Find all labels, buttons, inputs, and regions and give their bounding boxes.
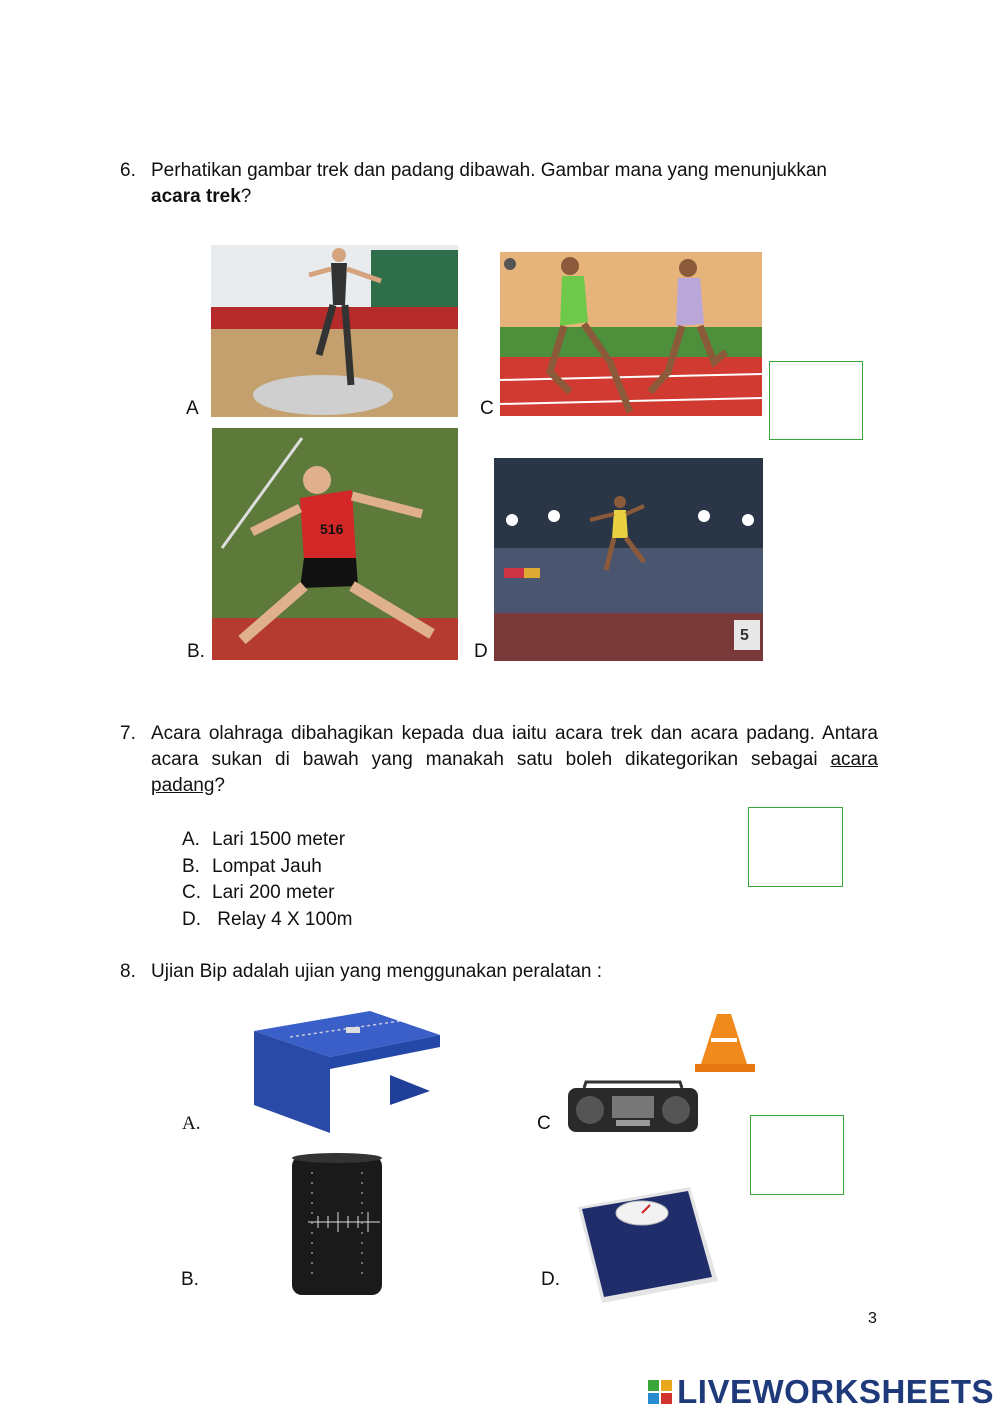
page-number: 3 [868, 1310, 877, 1327]
q7-option-c[interactable]: C. Lari 200 meter [182, 882, 335, 903]
q6-text [151, 158, 827, 210]
q8-image-measuring-tape [288, 1152, 386, 1299]
brand-logo [647, 1373, 994, 1411]
q6-photo-shot-put [211, 245, 458, 417]
q8-label-c: C [537, 1113, 551, 1134]
q6-photo-relay [500, 252, 762, 416]
q6-line2: acara trek? [151, 186, 252, 207]
q6-emphasis: acara trek [151, 186, 241, 207]
brand-name: LIVEWORKSHEETS [677, 1373, 994, 1410]
q6-line1: Perhatikan gambar trek dan padang dibawah. Gambar mana yang menunjukkan [151, 160, 827, 181]
q7-option-d[interactable]: D. Relay 4 X 100m [182, 908, 353, 930]
q7-option-a[interactable]: A. Lari 1500 meter [182, 829, 346, 850]
q8-label-b: B. [181, 1269, 199, 1290]
q7-text [151, 721, 878, 799]
q7-number: 7. [120, 723, 136, 744]
q6-answer-box[interactable] [769, 361, 863, 440]
q7-options [182, 827, 352, 933]
q8-text: Ujian Bip adalah ujian yang menggunakan peralatan : [151, 961, 603, 982]
q8-image-weighing-scale [572, 1185, 722, 1307]
q7-answer-box[interactable] [748, 807, 843, 887]
q6-label-a: A [186, 398, 199, 419]
q8-label-a: A. [182, 1113, 201, 1134]
q6-lane-number: 5 [740, 627, 749, 644]
q7-line1: Acara olahraga dibahagikan kepada dua iaitu acara trek dan acara padang. Antara [151, 723, 878, 744]
q6-label-c: C [480, 398, 494, 419]
brand-grid-icon [647, 1379, 673, 1405]
q8-answer-box[interactable] [750, 1115, 844, 1195]
q8-label-d: D. [541, 1269, 560, 1290]
q7-option-b[interactable]: B. Lompat Jauh [182, 855, 322, 877]
q8-image-cone [695, 1010, 755, 1072]
q6-photo-long-jump [494, 458, 763, 661]
q8-image-sit-and-reach-box [250, 1005, 442, 1135]
q7-line3: padang? [151, 775, 225, 796]
q8-number: 8. [120, 961, 136, 982]
q6-photo-javelin [212, 428, 458, 660]
q8-image-radio-cassette [566, 1080, 700, 1134]
q7-line2: acara sukan di bawah yang manakah satu boleh dikategorikan sebagai acara [151, 749, 878, 770]
q6-label-d: D [474, 641, 488, 662]
q6-number: 6. [120, 160, 136, 181]
q6-bib-number: 516 [320, 521, 344, 537]
q6-label-b: B. [187, 641, 205, 662]
